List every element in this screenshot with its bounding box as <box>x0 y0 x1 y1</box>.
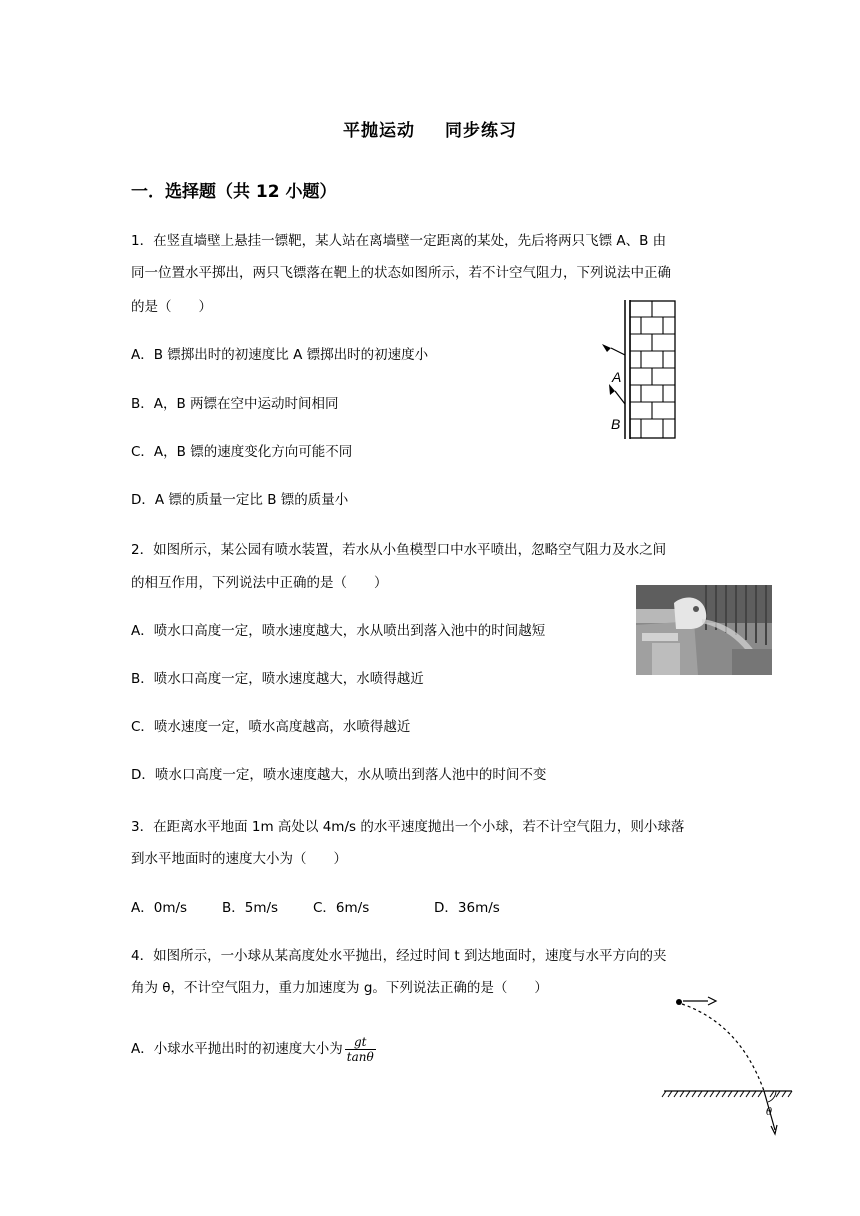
q2-option-a: A．喷水口高度一定，喷水速度越大，水从喷出到落入池中的时间越短 <box>131 623 546 639</box>
q3-line-2: 到水平地面时的速度大小为（ ） <box>131 851 347 867</box>
dart-a-icon <box>602 344 625 355</box>
dart-a-label: A <box>612 369 622 385</box>
q2-option-c: C．喷水速度一定，喷水高度越高，水喷得越近 <box>131 719 411 735</box>
q3-line-1: 3．在距离水平地面 1m 高处以 4m/s 的水平速度抛出一个小球，若不计空气阻力，则小球落 <box>131 819 685 835</box>
q1-line-3: 的是（ ） <box>131 299 212 315</box>
q1-line-1: 1．在竖直墙壁上悬挂一镖靶，某人站在离墙壁一定距离的某处，先后将两只飞镖 A、B 由 <box>131 233 667 249</box>
page-title <box>0 116 860 141</box>
dart-b-label: B <box>611 416 621 432</box>
q2-option-d: D．喷水口高度一定，喷水速度越大，水从喷出到落人池中的时间不变 <box>131 767 547 783</box>
dartboard-wall-figure <box>598 300 680 440</box>
q3-option-b: B．5m/s <box>222 900 279 916</box>
q1-option-b: B．A，B 两镖在空中运动时间相同 <box>131 396 339 412</box>
q2-line-2: 的相互作用，下列说法中正确的是（ ） <box>131 575 388 591</box>
q3-option-d: D．36m/s <box>434 900 500 916</box>
q1-option-d: D．A 镖的质量一定比 B 镖的质量小 <box>131 492 349 508</box>
theta-label: θ <box>766 1107 773 1118</box>
q4-line-1: 4．如图所示，一小球从某高度处水平抛出，经过时间 t 到达地面时，速度与水平方向的夹 <box>131 948 667 964</box>
fraction-numerator: gt <box>345 1035 376 1050</box>
q4-option-a-text: A．小球水平抛出时的初速度大小为 <box>131 1041 343 1057</box>
section-heading: 一．选择题（共 12 小题） <box>131 182 337 202</box>
title-part2: 同步练习 <box>445 121 517 141</box>
q4-line-2: 角为 θ，不计空气阻力，重力加速度为 g。下列说法正确的是（ ） <box>131 980 548 996</box>
fountain-photo <box>636 585 772 675</box>
q1-option-c: C．A，B 镖的速度变化方向可能不同 <box>131 444 353 460</box>
title-part1: 平抛运动 <box>343 121 415 141</box>
q1-line-2: 同一位置水平掷出，两只飞镖落在靶上的状态如图所示，若不计空气阻力，下列说法中正确 <box>131 265 671 281</box>
q2-line-1: 2．如图所示，某公园有喷水装置，若水从小鱼模型口中水平喷出，忽略空气阻力及水之间 <box>131 542 667 558</box>
dart-b-icon <box>609 384 625 404</box>
q1-option-a: A．B 镖掷出时的初速度比 A 镖掷出时的初速度小 <box>131 347 429 363</box>
q4-option-a <box>131 1032 376 1066</box>
fraction-denominator: tanθ <box>346 1049 374 1064</box>
q3-option-c: C．6m/s <box>313 900 370 916</box>
projectile-figure <box>660 990 800 1138</box>
q3-option-a: A．0m/s <box>131 900 188 916</box>
q2-option-b: B．喷水口高度一定，喷水速度越大，水喷得越近 <box>131 671 424 687</box>
q4-option-a-fraction <box>345 1035 376 1064</box>
